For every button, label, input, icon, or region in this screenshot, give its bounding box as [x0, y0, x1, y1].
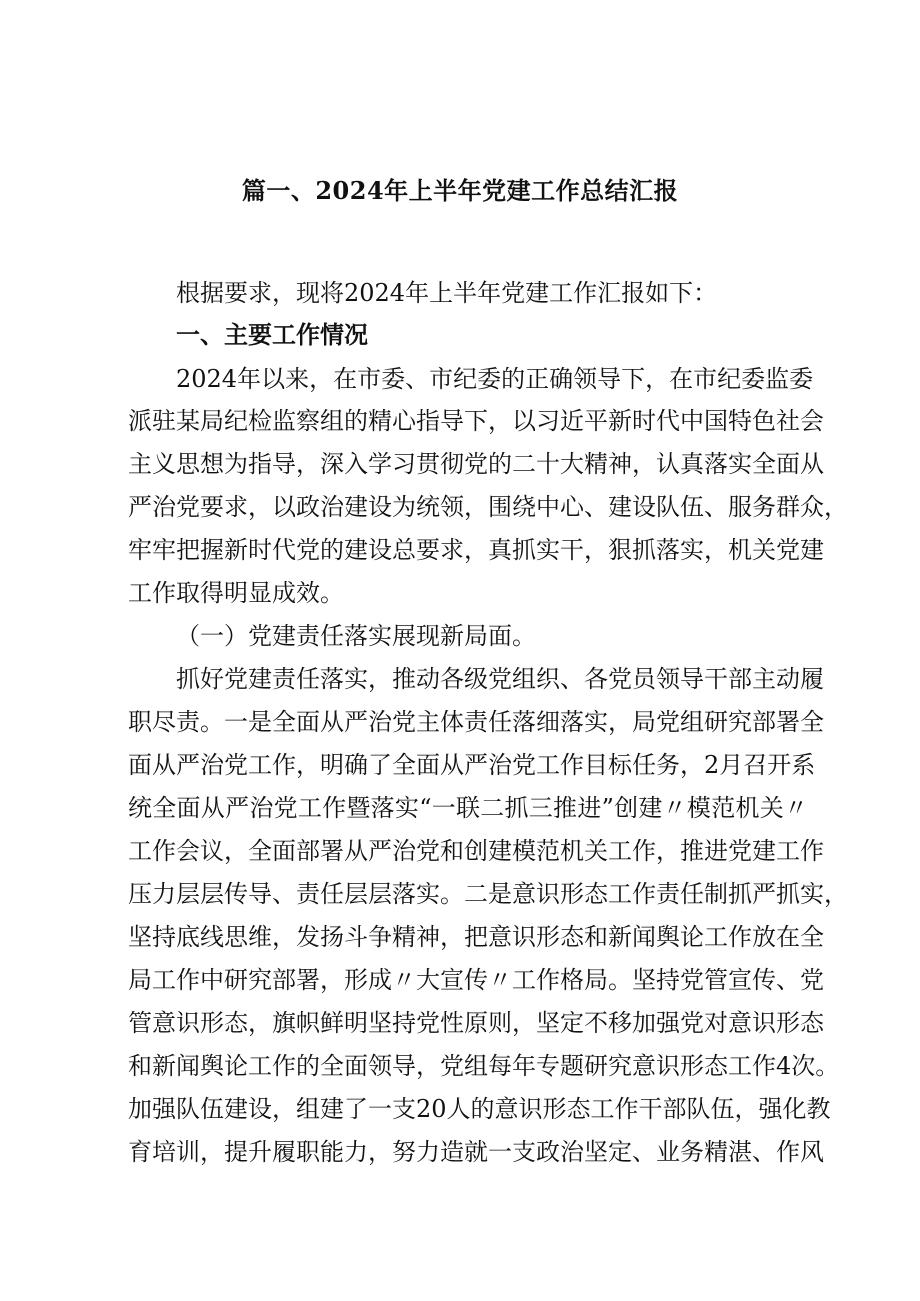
paragraph-line: 加强队伍建设，组建了一支20人的意识形态工作干部队伍，强化教	[128, 1095, 831, 1123]
paragraph-line: 严治党要求，以政治建设为统领，围绕中心、建设队伍、服务群众，	[128, 493, 848, 521]
paragraph-line-intro: 根据要求，现将2024年上半年党建工作汇报如下：	[176, 279, 718, 307]
paragraph-line: 育培训，提升履职能力，努力造就一支政治坚定、业务精湛、作风	[128, 1138, 824, 1166]
paragraph-line: 局工作中研究部署，形成〃大宣传〃工作格局。坚持党管宣传、党	[128, 966, 824, 994]
paragraph-line: 面从严治党工作，明确了全面从严治党工作目标任务，2月召开系	[128, 751, 816, 779]
document-title: 篇一、2024年上半年党建工作总结汇报	[241, 176, 679, 205]
paragraph-line: 派驻某局纪检监察组的精心指导下，以习近平新时代中国特色社会	[128, 407, 824, 435]
paragraph-line: 抓好党建责任落实，推动各级党组织、各党员领导干部主动履	[176, 665, 824, 693]
subsection-heading: （一）党建责任落实展现新局面。	[176, 622, 536, 650]
paragraph-line: 和新闻舆论工作的全面领导，党组每年专题研究意识形态工作4次。	[128, 1052, 840, 1080]
paragraph-line: 2024年以来，在市委、市纪委的正确领导下，在市纪委监委	[176, 365, 814, 393]
paragraph-line: 工作取得明显成效。	[128, 579, 344, 607]
paragraph-line: 牢牢把握新时代党的建设总要求，真抓实干，狠抓落实，机关党建	[128, 536, 824, 564]
paragraph-line: 管意识形态，旗帜鲜明坚持党性原则，坚定不移加强党对意识形态	[128, 1009, 824, 1037]
paragraph-line: 工作会议，全面部署从严治党和创建模范机关工作，推进党建工作	[128, 837, 824, 865]
paragraph-line: 统全面从严治党工作暨落实“一联二抓三推进”创建〃模范机关〃	[128, 794, 808, 822]
paragraph-line: 坚持底线思维，发扬斗争精神，把意识形态和新闻舆论工作放在全	[128, 923, 824, 951]
paragraph-line: 主义思想为指导，深入学习贯彻党的二十大精神，认真落实全面从	[128, 450, 824, 478]
section-heading: 一、主要工作情况	[176, 320, 368, 349]
paragraph-line: 职尽责。一是全面从严治党主体责任落细落实，局党组研究部署全	[128, 708, 824, 736]
paragraph-line: 压力层层传导、责任层层落实。二是意识形态工作责任制抓严抓实，	[128, 880, 848, 908]
